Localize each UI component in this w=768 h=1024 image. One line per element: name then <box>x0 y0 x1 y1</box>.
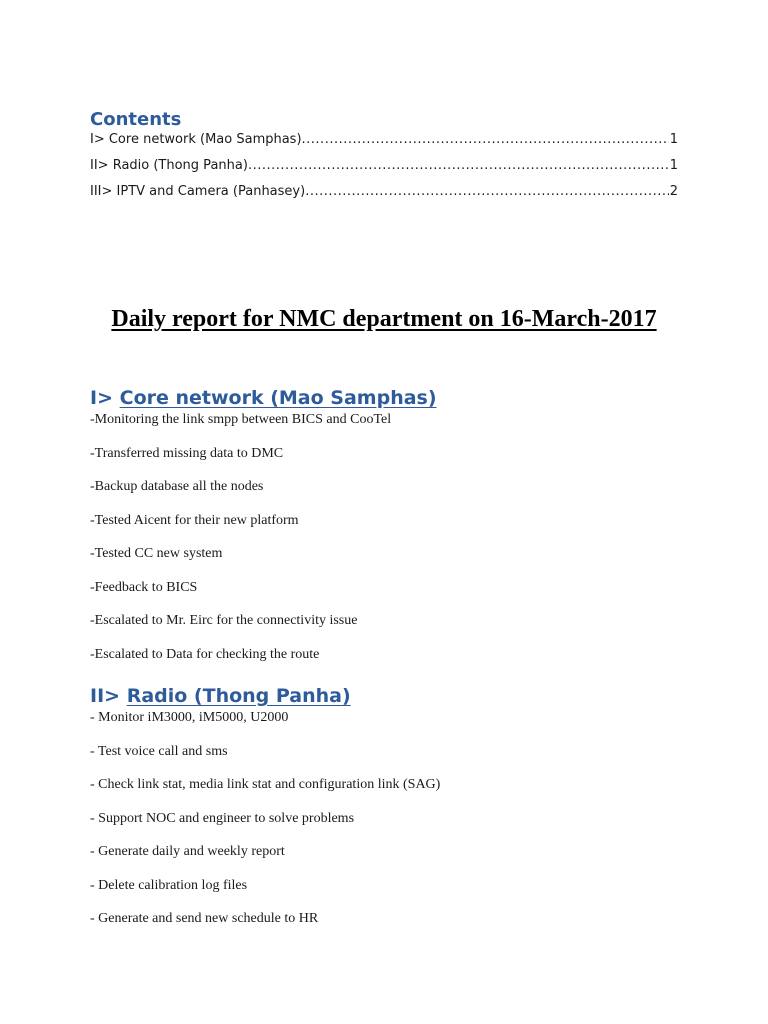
section-number: I> <box>90 387 113 409</box>
toc-entry-iptv-camera[interactable] <box>90 184 678 210</box>
toc-page-number: 1 <box>669 132 678 147</box>
task-list <box>90 411 690 679</box>
list-item: - Support NOC and engineer to solve problems <box>90 810 355 826</box>
list-item: - Test voice call and sms <box>90 743 228 759</box>
list-item: -Backup database all the nodes <box>90 479 264 494</box>
section-radio <box>90 683 690 944</box>
section-core-network <box>90 385 690 679</box>
toc-entry-label: I> Core network (Mao Samphas) <box>90 132 302 147</box>
toc-entry-radio[interactable] <box>90 158 678 184</box>
toc-entry-label: III> IPTV and Camera (Panhasey) <box>90 184 306 199</box>
toc-entry-label: II> Radio (Thong Panha) <box>90 158 248 173</box>
list-item: -Escalated to Mr. Eirc for the connectivity issue <box>90 613 358 628</box>
toc-leader-dots <box>248 158 669 174</box>
toc-leader-dots <box>305 184 669 200</box>
list-item: -Tested Aicent for their new platform <box>90 512 299 528</box>
section-title: Radio (Thong Panha) <box>126 685 351 707</box>
table-of-contents <box>90 108 678 210</box>
section-heading <box>90 385 690 411</box>
section-number: II> <box>90 685 121 707</box>
toc-page-number: 1 <box>669 158 678 173</box>
list-item: -Escalated to Data for checking the route <box>90 646 320 662</box>
list-item: - Generate and send new schedule to HR <box>90 911 319 926</box>
document-title: Daily report for NMC department on 16-March-2017 <box>111 306 657 333</box>
toc-leader-dots <box>302 132 669 148</box>
toc-page-number: 2 <box>669 184 678 199</box>
section-heading <box>90 683 690 709</box>
toc-entry-core-network[interactable] <box>90 132 678 158</box>
list-item: - Check link stat, media link stat and configuration link (SAG) <box>90 777 441 792</box>
task-list <box>90 709 690 944</box>
list-item: -Feedback to BICS <box>90 579 198 595</box>
list-item: - Generate daily and weekly report <box>90 844 285 859</box>
list-item: - Monitor iM3000, iM5000, U2000 <box>90 710 289 725</box>
list-item: -Tested CC new system <box>90 546 223 561</box>
section-title: Core network (Mao Samphas) <box>119 387 437 409</box>
list-item: -Transferred missing data to DMC <box>90 445 284 461</box>
list-item: -Monitoring the link smpp between BICS and CooTel <box>90 412 392 427</box>
list-item: - Delete calibration log files <box>90 877 248 893</box>
toc-heading: Contents <box>90 109 182 130</box>
